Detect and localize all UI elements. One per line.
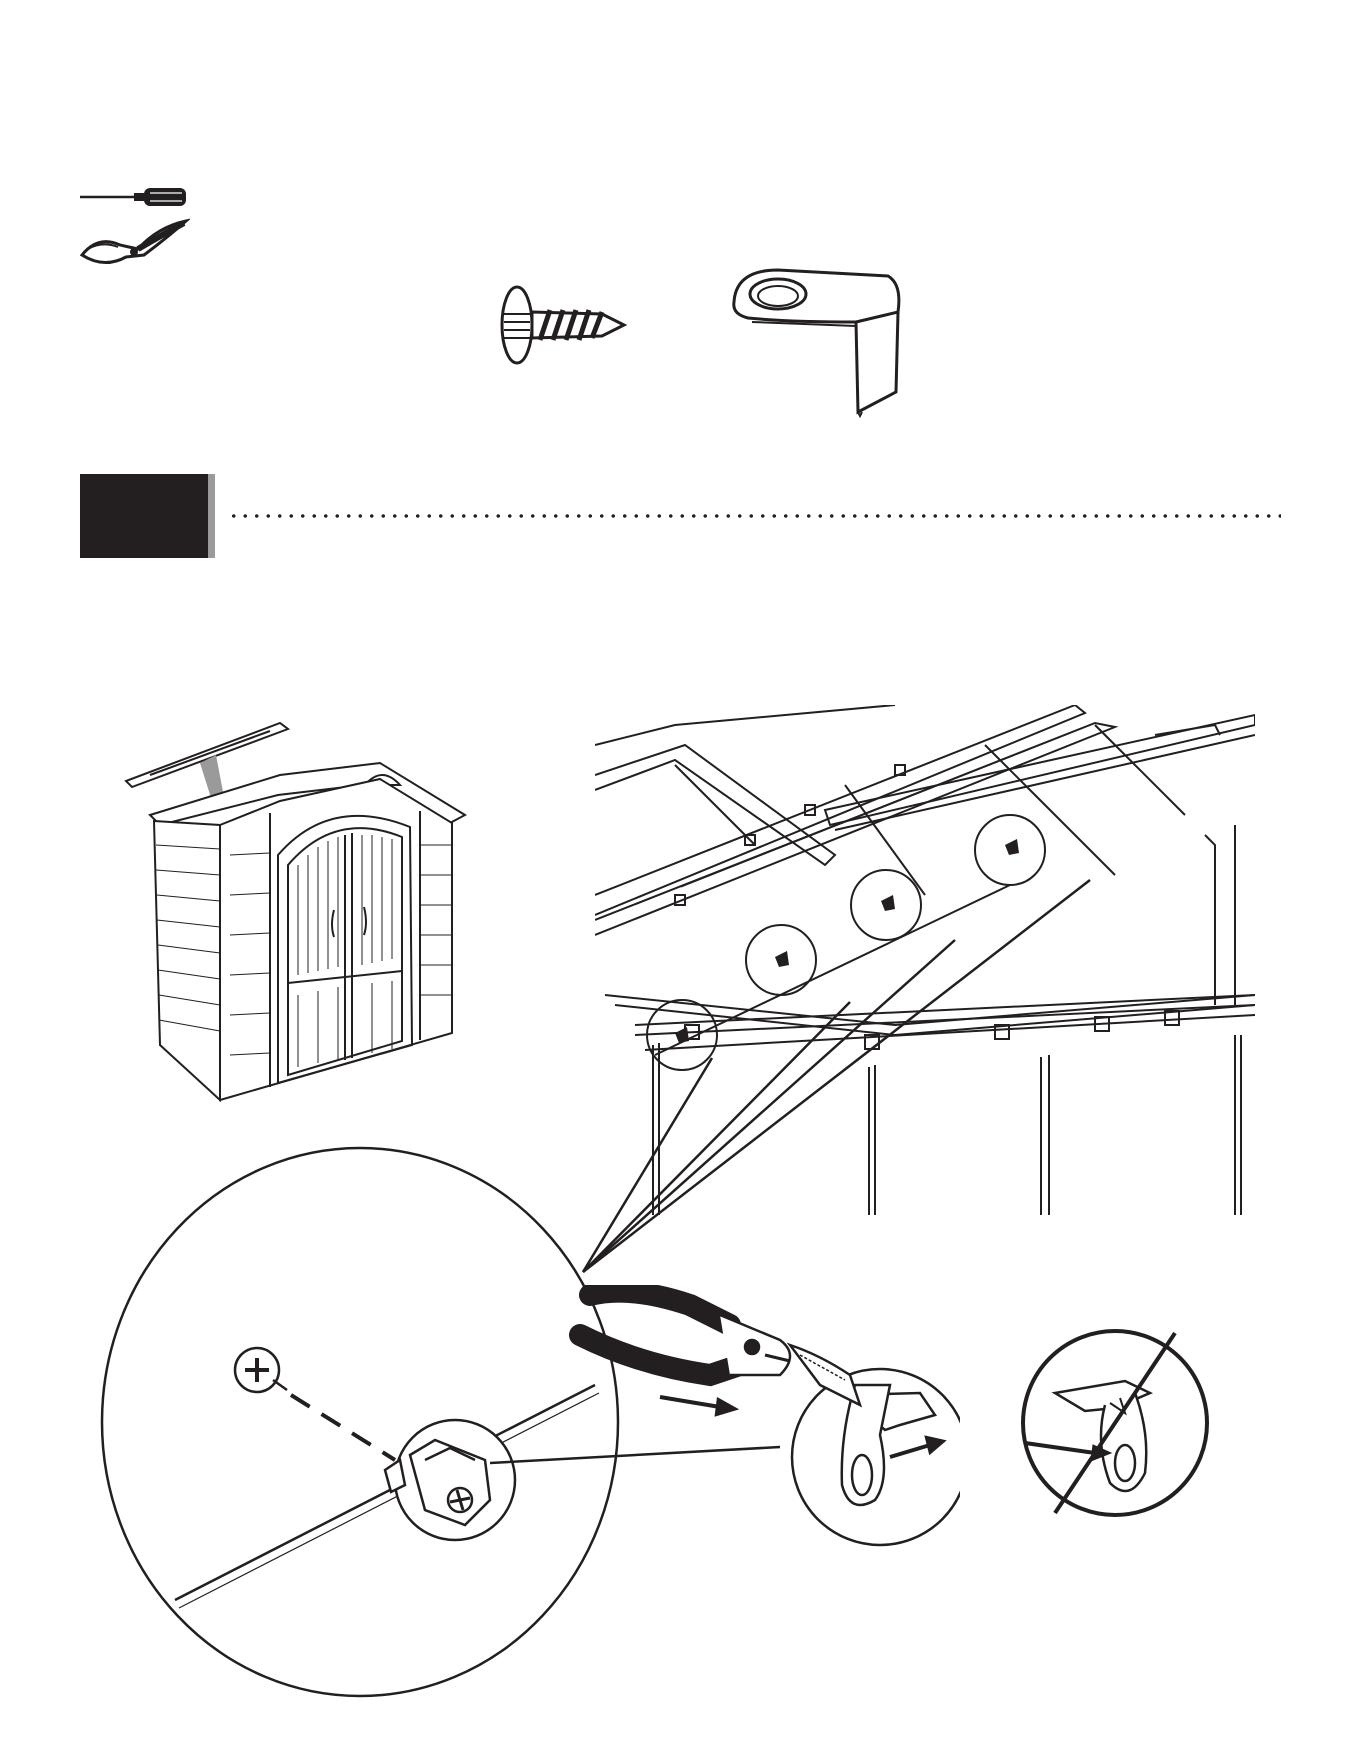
shed-overview-illustration bbox=[120, 715, 485, 1110]
pliers-icon bbox=[78, 215, 190, 271]
roof-overhead-illustration bbox=[595, 705, 1255, 1215]
step-divider bbox=[228, 514, 1281, 518]
step-number-box bbox=[80, 474, 208, 558]
roof-bracket-part bbox=[728, 262, 908, 422]
incorrect-bend-illustration bbox=[1015, 1323, 1215, 1523]
screwdriver-icon bbox=[78, 185, 190, 209]
screw-part bbox=[490, 284, 630, 366]
pliers-bend-illustration bbox=[490, 1285, 960, 1550]
